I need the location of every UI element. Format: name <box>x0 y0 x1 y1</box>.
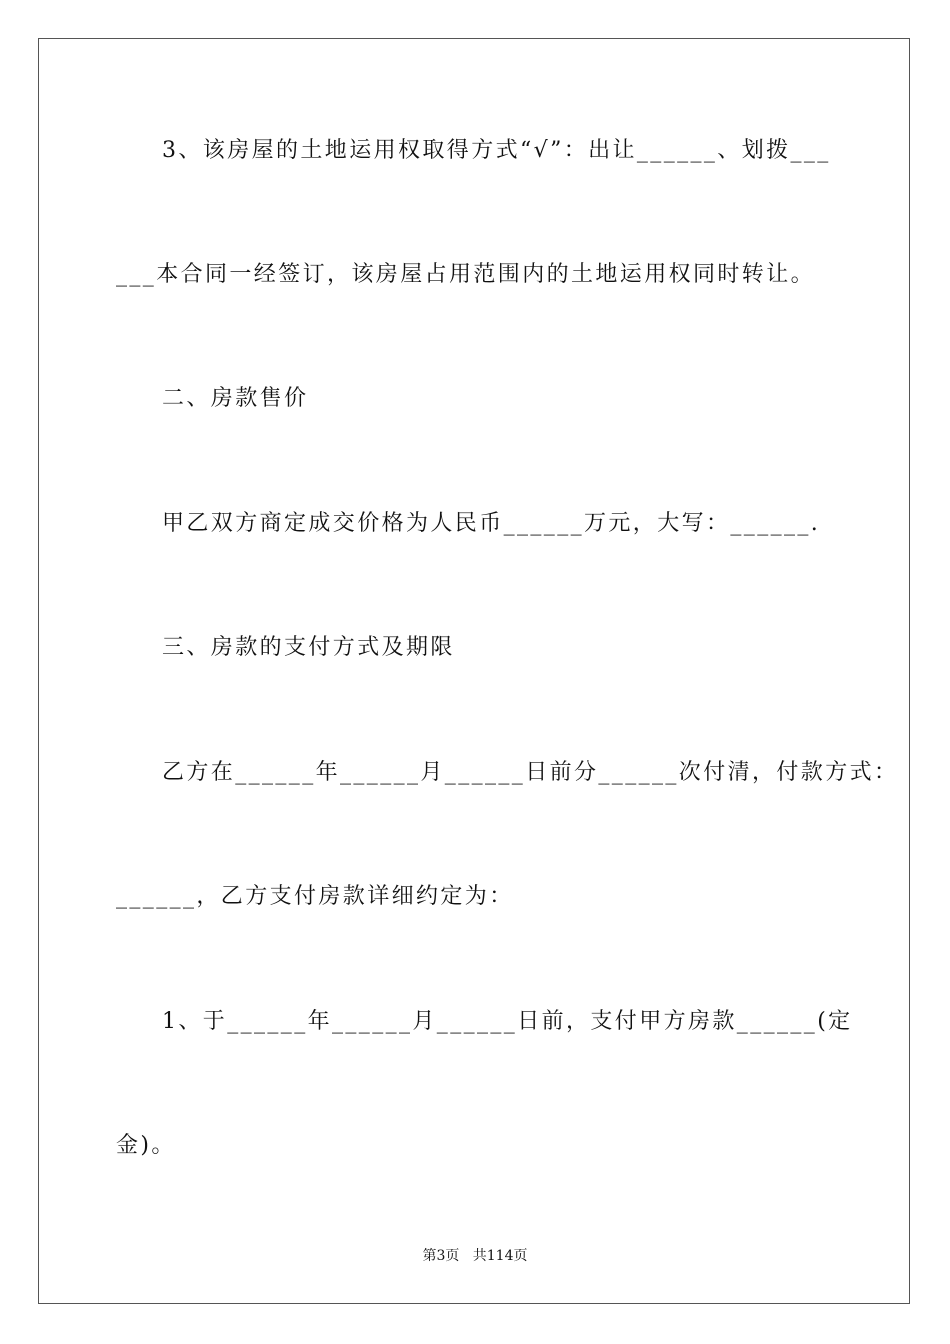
section-3-heading: 三、房款的支付方式及期限 <box>162 635 455 660</box>
payment-item-1-line-2: 金)。 <box>116 1133 176 1158</box>
section-2-heading: 二、房款售价 <box>162 386 309 411</box>
payment-paragraph-line-2: ______，乙方支付房款详细约定为： <box>116 884 514 909</box>
payment-paragraph-line-1: 乙方在______年______月______日前分______次付清，付款方式： <box>162 760 899 785</box>
page-number-footer: 第3页 共114页 <box>422 1248 528 1264</box>
price-paragraph: 甲乙双方商定成交价格为人民币______万元，大写：______. <box>162 511 821 536</box>
clause-3-line-1: 3、该房屋的土地运用权取得方式“√”：出让______、划拨___ <box>162 138 831 163</box>
payment-item-1-line-1: 1、于______年______月______日前，支付甲方房款______(定 <box>162 1009 853 1034</box>
clause-3-line-2: ___本合同一经签订，该房屋占用范围内的土地运用权同时转让。 <box>116 262 816 287</box>
page-border <box>38 38 910 1304</box>
